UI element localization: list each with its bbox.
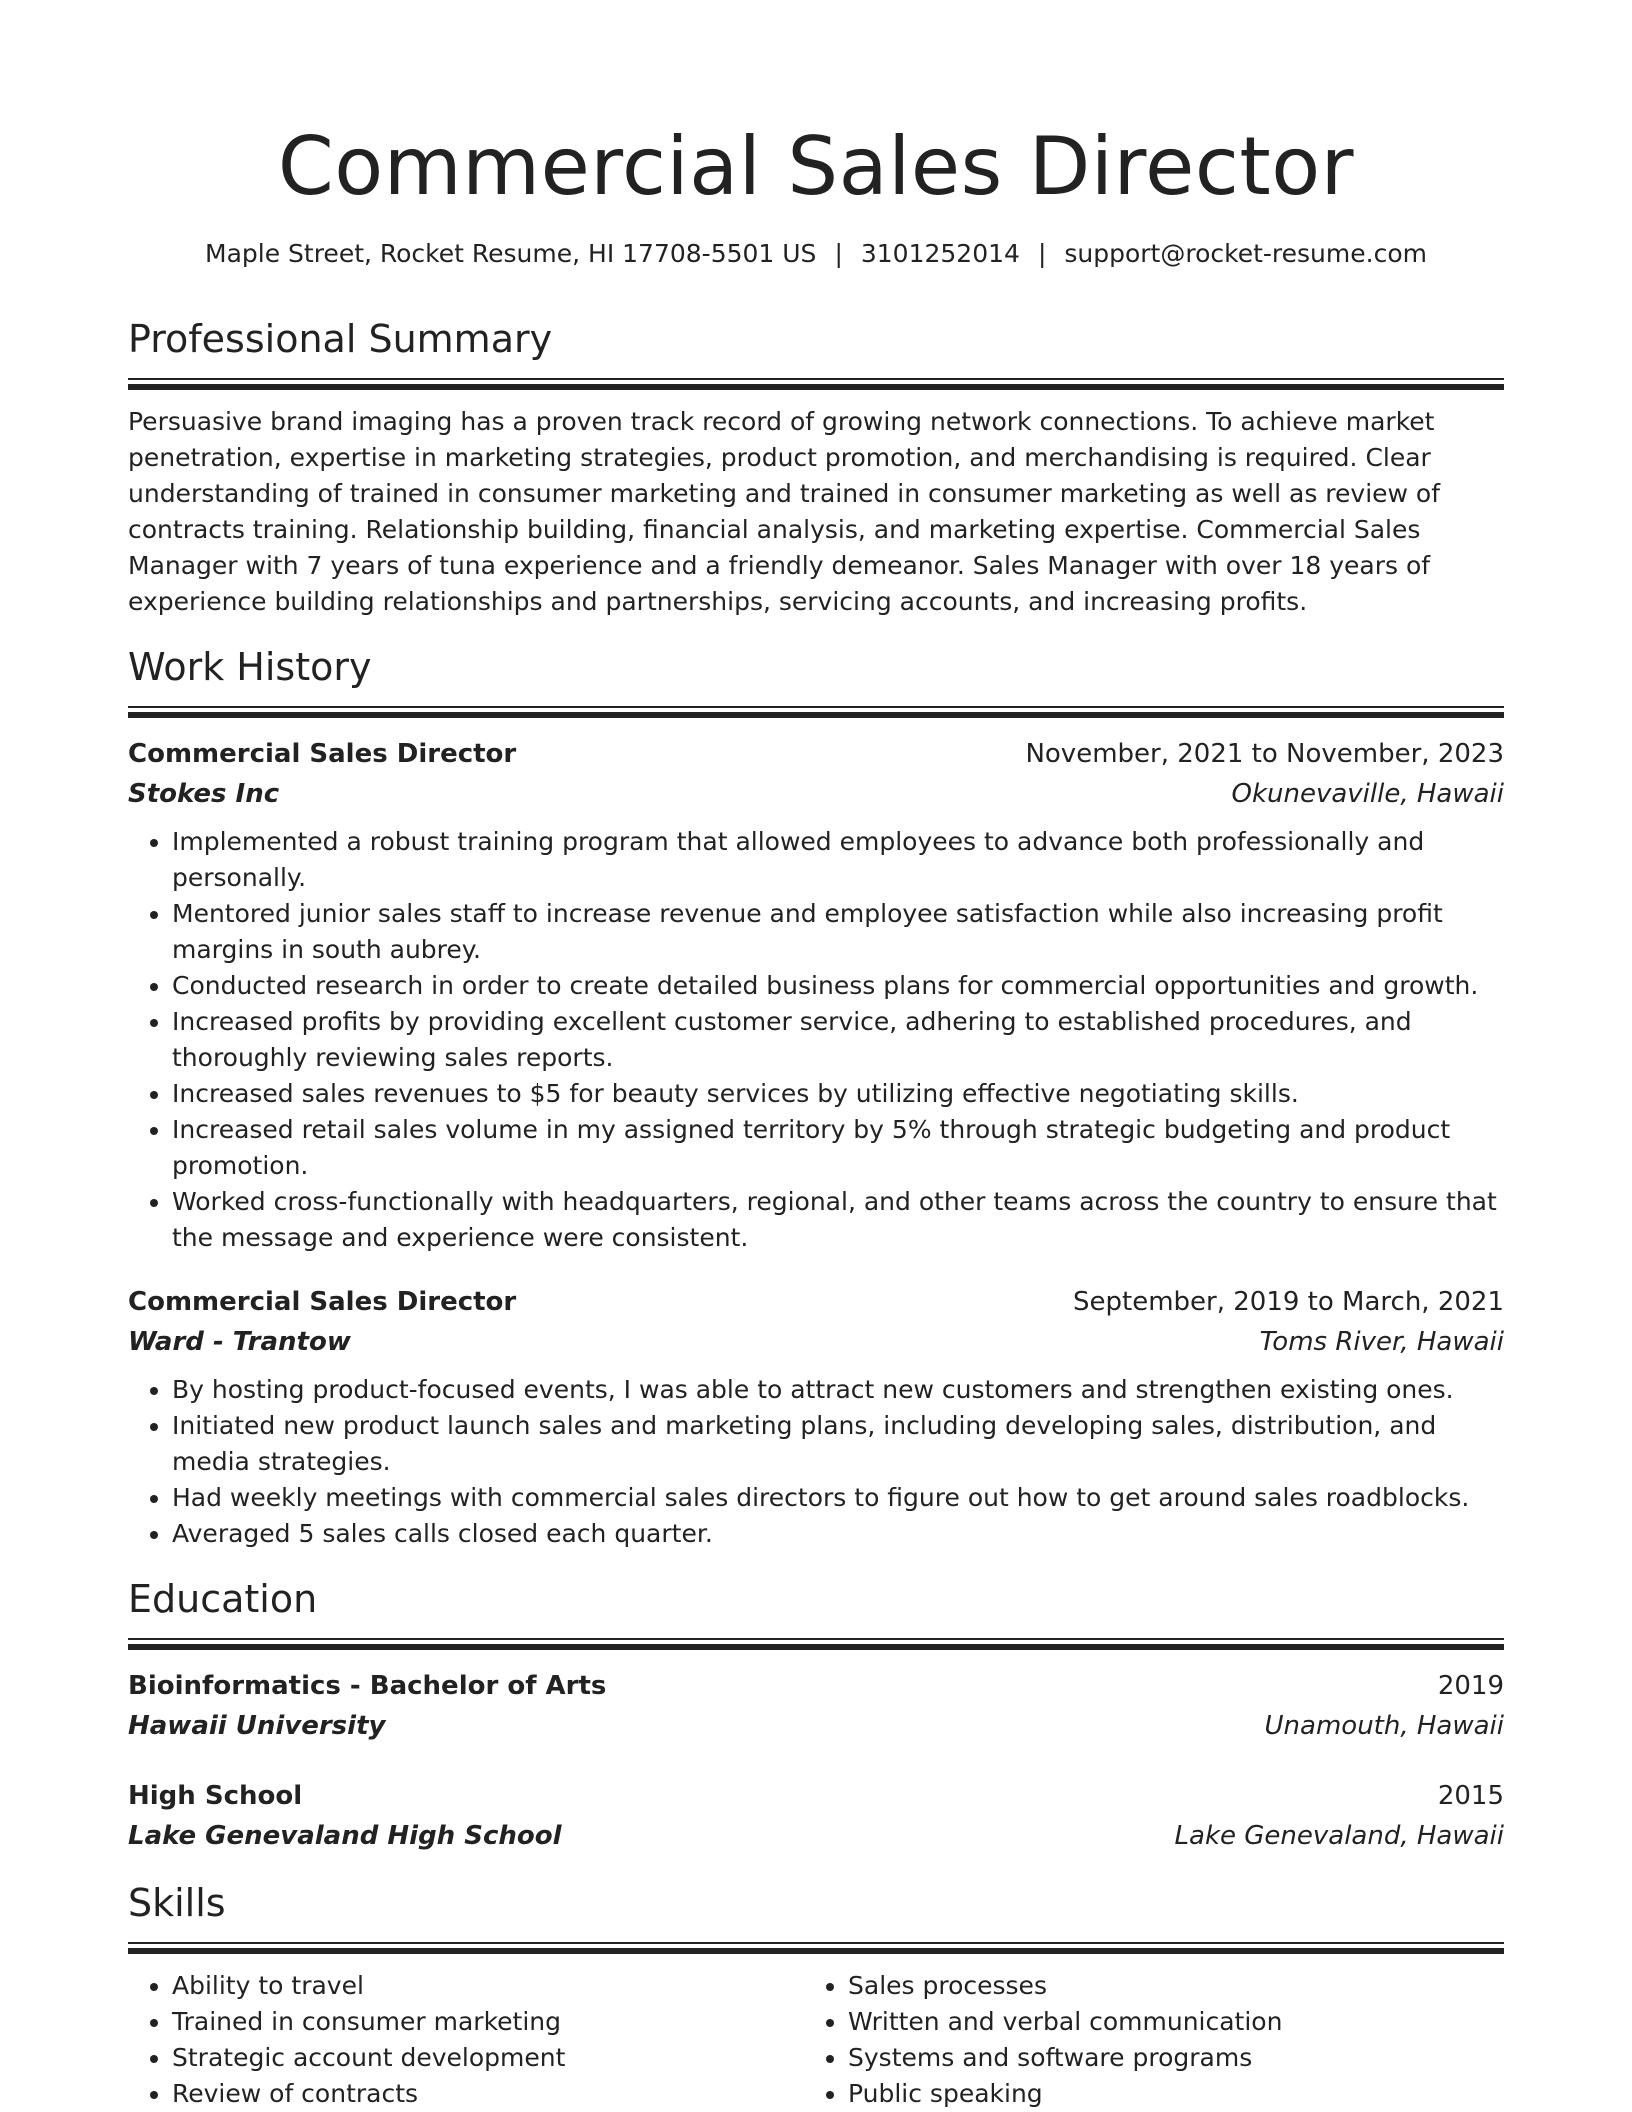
job-dates: September, 2019 to March, 2021	[1073, 1287, 1504, 1317]
skill-item: • Written and verbal communication	[848, 2004, 1480, 2040]
job-bullet: • Averaged 5 sales calls closed each quarter.	[172, 1516, 1504, 1552]
skills-grid	[128, 1968, 1504, 2112]
education-header-row	[128, 1776, 1504, 1816]
education-section	[128, 1574, 1504, 1856]
job-header-row	[128, 1282, 1504, 1322]
contact-separator: |	[834, 239, 843, 268]
job-bullet: • Mentored junior sales staff to increase revenue and employee satisfaction while also increasing profit margins in south aubrey.	[172, 896, 1504, 968]
summary-section	[128, 314, 1504, 620]
section-divider	[128, 1942, 1504, 1954]
education-degree: High School	[128, 1781, 303, 1811]
contact-email: support@rocket-resume.com	[1064, 239, 1427, 268]
job-company: Ward - Trantow	[128, 1327, 351, 1357]
section-divider	[128, 1638, 1504, 1650]
contact-phone: 3101252014	[860, 239, 1020, 268]
job-position: Commercial Sales Director	[128, 739, 517, 769]
education-year: 2015	[1437, 1781, 1504, 1811]
contact-line	[128, 238, 1504, 270]
education-header-row	[128, 1666, 1504, 1706]
section-title-work-history: Work History	[128, 645, 372, 689]
education-degree: Bioinformatics - Bachelor of Arts	[128, 1671, 607, 1701]
job-position: Commercial Sales Director	[128, 1287, 517, 1317]
section-divider	[128, 378, 1504, 390]
skill-item: • Review of contracts	[172, 2076, 804, 2112]
skills-list	[804, 1968, 1480, 2112]
job-company-row	[128, 1322, 1504, 1362]
job-bullet: • Increased retail sales volume in my assigned territory by 5% through strategic budgeting and product promotion.	[172, 1112, 1504, 1184]
education-year: 2019	[1437, 1671, 1504, 1701]
section-divider	[128, 706, 1504, 718]
summary-text: Persuasive brand imaging has a proven track record of growing network connections. To achieve market penetration, expertise in marketing strategies, product promotion, and merchandising is required. Clear understanding of trained in consumer marketing and trained in consumer marketing as well as review of contracts training. Relationship building, financial analysis, and marketing expertise. Commercial Sales Manager with 7 years of tuna experience and a friendly demeanor. Sales Manager with over 18 years of experience building relationships and partnerships, servicing accounts, and increasing profits.	[128, 407, 1441, 616]
work-history-section	[128, 642, 1504, 1552]
job-header-row	[128, 734, 1504, 774]
education-school: Lake Genevaland High School	[128, 1821, 562, 1851]
job-bullet: • Had weekly meetings with commercial sales directors to figure out how to get around sales roadblocks.	[172, 1480, 1504, 1516]
education-entry	[128, 1776, 1504, 1856]
skill-item: • Systems and software programs	[848, 2040, 1480, 2076]
job-bullet: • Initiated new product launch sales and marketing plans, including developing sales, distribution, and media strategies.	[172, 1408, 1504, 1480]
job-bullet: • Implemented a robust training program that allowed employees to advance both professionally and personally.	[172, 824, 1504, 896]
job-location: Toms River, Hawaii	[1259, 1327, 1504, 1357]
skill-item: • Sales processes	[848, 1968, 1480, 2004]
job-bullet: • Conducted research in order to create detailed business plans for commercial opportunities and growth.	[172, 968, 1504, 1004]
job-entry	[128, 734, 1504, 1256]
job-company: Stokes Inc	[128, 779, 280, 809]
job-bullet: • Increased sales revenues to $5 for beauty services by utilizing effective negotiating skills.	[172, 1076, 1504, 1112]
section-title-education: Education	[128, 1577, 318, 1621]
education-location: Unamouth, Hawaii	[1264, 1711, 1504, 1741]
job-bullet: • Worked cross-functionally with headquarters, regional, and other teams across the country to ensure that the message and experience were consistent.	[172, 1184, 1504, 1256]
job-entry	[128, 1282, 1504, 1552]
skills-column-right	[804, 1968, 1480, 2112]
job-bullet: • By hosting product-focused events, I was able to attract new customers and strengthen existing ones.	[172, 1372, 1504, 1408]
skills-section	[128, 1878, 1504, 2112]
skills-column-left	[128, 1968, 804, 2112]
section-title-summary: Professional Summary	[128, 317, 553, 361]
job-bullet: • Increased profits by providing excellent customer service, adhering to established procedures, and thoroughly reviewing sales reports.	[172, 1004, 1504, 1076]
contact-separator: |	[1037, 239, 1047, 268]
education-entry	[128, 1666, 1504, 1746]
skill-item: • Ability to travel	[172, 1968, 804, 2004]
skill-item: • Strategic account development	[172, 2040, 804, 2076]
job-dates: November, 2021 to November, 2023	[1025, 739, 1504, 769]
resume-name: Commercial Sales Director	[277, 120, 1355, 213]
skills-list	[128, 1968, 804, 2112]
section-title-skills: Skills	[128, 1881, 226, 1925]
education-location: Lake Genevaland, Hawaii	[1174, 1821, 1504, 1851]
education-school-row	[128, 1706, 1504, 1746]
education-school: Hawaii University	[128, 1711, 386, 1741]
contact-address: Maple Street, Rocket Resume, HI 17708-5501 US	[205, 239, 817, 268]
job-company-row	[128, 774, 1504, 814]
job-bullets	[128, 1372, 1504, 1552]
skill-item: • Trained in consumer marketing	[172, 2004, 804, 2040]
skill-item: • Public speaking	[848, 2076, 1480, 2112]
job-location: Okunevaville, Hawaii	[1231, 779, 1504, 809]
education-school-row	[128, 1816, 1504, 1856]
job-bullets	[128, 824, 1504, 1256]
